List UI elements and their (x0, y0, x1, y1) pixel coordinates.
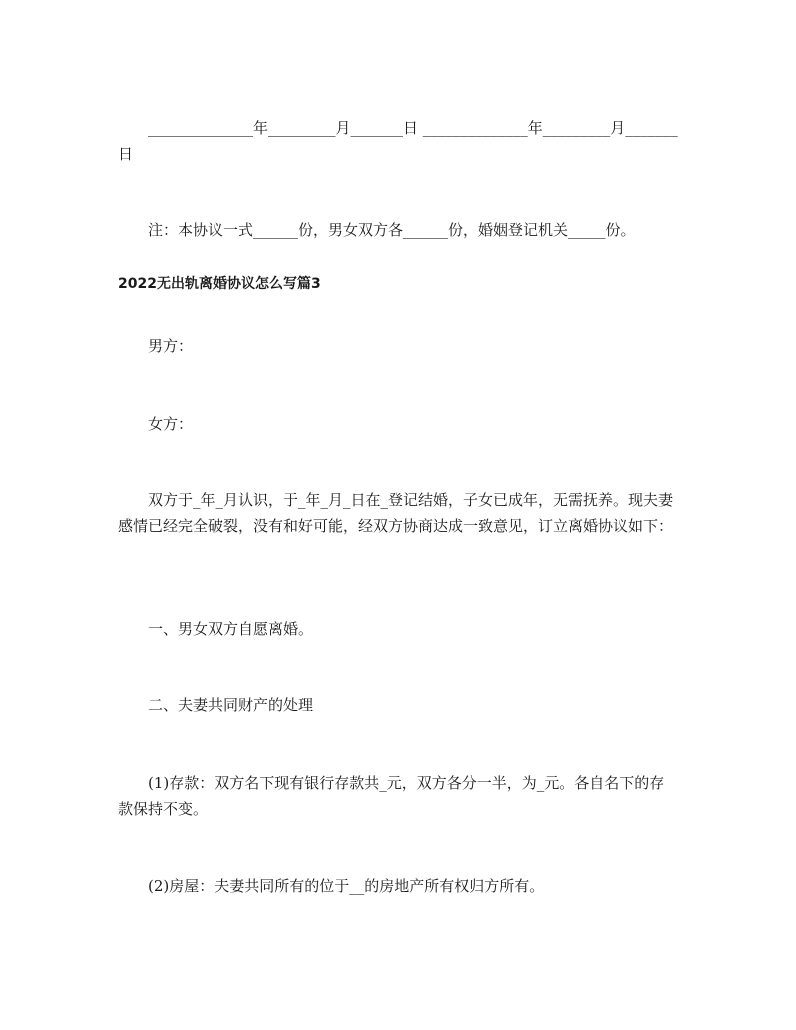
preamble-paragraph: 双方于_年_月认识，于_年_月_日在_登记结婚，子女已成年，无需抚养。现夫妻感情已经完全破裂，没有和好可能，经双方协商达成一致意见，订立离婚协议如下： (118, 491, 674, 535)
male-party-label: 男方： (148, 337, 194, 355)
female-party-label: 女方： (148, 415, 194, 433)
copies-note: 注：本协议一式______份，男女双方各______份，婚姻登记机关_____份。 (148, 221, 636, 239)
clause-voluntary-divorce: 一、男女双方自愿离婚。 (148, 620, 314, 638)
clause-joint-property: 二、夫妻共同财产的处理 (148, 696, 314, 714)
section-title: 2022无出轨离婚协议怎么写篇3 (118, 276, 321, 292)
item-house: (2)房屋：夫妻共同所有的位于__的房地产所有权归方所有。 (148, 877, 545, 895)
item-deposits: (1)存款：双方名下现有银行存款共_元，双方各分一半，为_元。各自名下的存款保持不变。 (118, 774, 665, 818)
signature-date-line: ______________年_________月_______日 ______________年_________月_______日 (118, 119, 678, 163)
